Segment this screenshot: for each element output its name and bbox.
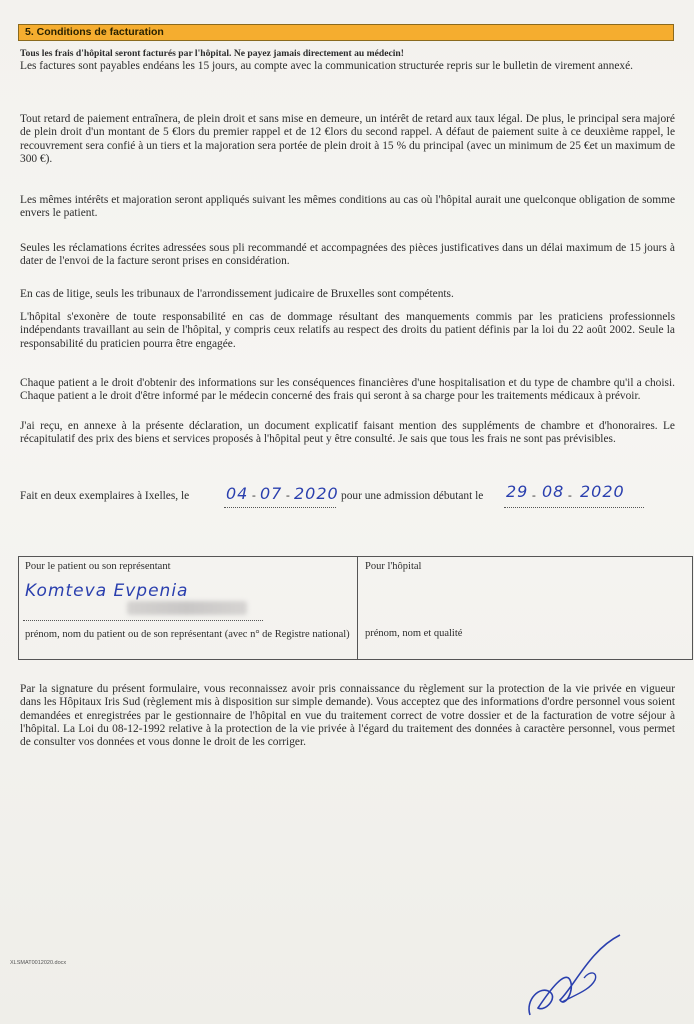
handwritten-admission-year: 2020 [580,482,625,501]
handwritten-date-year: 2020 [294,484,339,503]
paragraph-received-document: J'ai reçu, en annexe à la présente déclaration, un document explicatif faisant mention des suppléments de chambre et d'honoraires. Le récapitulatif des prix des biens et services proposés à l'hôpital peut y être consulté. Je sais que tous les frais ne sont pas prévisibles. [20,420,675,446]
hospital-header: Pour l'hôpital [365,561,422,572]
date-separator: - [568,490,572,502]
date-separator: - [252,490,256,502]
patient-caption: prénom, nom du patient ou de son représentant (avec n° de Registre national) [25,629,350,640]
handwritten-date-month: 07 [260,484,283,503]
section-title: 5. Conditions de facturation [18,24,674,41]
paragraph-late-payment: Tout retard de paiement entraînera, de plein droit et sans mise en demeure, un intérêt de retard aux taux légal. De plus, le principal sera majoré de plein droit d'un montant de 5 €lors du premier rappel et de 12 €lors du second rappel. A défaut de paiement suite à ce deuxième rappel, le recouvrement sera confié à un tiers et la majoration sera portée de plein droit à 15 % du principal (avec un minimum de 25 €et un maximum de 300 €). [20,113,675,165]
handwritten-admission-day: 29 [506,482,529,501]
paragraph-litigation: En cas de litige, seuls les tribunaux de l'arrondissement judicaire de Bruxelles sont compétents. [20,288,454,300]
handwritten-date-day: 04 [226,484,249,503]
paragraph-liability: L'hôpital s'exonère de toute responsabilité en cas de dommage résultant des manquements commis par les praticiens professionnels indépendants travaillant au sein de l'hôpital, y compris ceux relatifs au respect des droits du patient définis par la loi du 22 août 2002. Seule la responsabilité du praticien pourra être engagée. [20,311,675,350]
document-reference: XLSMAT0012020.docx [10,960,67,966]
paragraph-same-interest: Les mêmes intérêts et majoration seront appliqués suivant les mêmes conditions au cas où l'hôpital aurait une quelconque obligation de somme envers le patient. [20,194,675,220]
paragraph-payment-terms: Les factures sont payables endéans les 15 jours, au compte avec la communication structurée repris sur le bulletin de virement annexé. [20,60,633,72]
date-separator: - [286,490,290,502]
paragraph-claims: Seules les réclamations écrites adressées sous pli recommandé et accompagnées des pièces justificatives dans un délai maximum de 15 jours à dater de l'envoi de la facture seront prises en considération. [20,242,675,268]
admission-date-underline [504,506,644,508]
patient-header: Pour le patient ou son représentant [25,561,171,572]
billing-conditions-intro [20,48,675,73]
handwritten-patient-name: Komteva Evpenia [25,581,189,601]
table-divider [357,557,358,659]
hospital-caption: prénom, nom et qualité [365,628,463,639]
patient-name-underline [23,619,263,621]
handwritten-signature [520,930,630,1020]
paragraph-information-rights: Chaque patient a le droit d'obtenir des informations sur les conséquences financières d'une hospitalisation et du type de chambre qu'il a choisi. Chaque patient a le droit d'être informé par le médecin concerné des frais qui seront à sa charge pour les traitements médicaux à prévoir. [20,377,675,403]
date-line [20,482,680,510]
date-line-prefix: Fait en deux exemplaires à Ixelles, le [20,490,190,502]
redacted-surname [127,601,247,615]
date-underline [224,506,336,508]
paragraph-privacy: Par la signature du présent formulaire, vous reconnaissez avoir pris connaissance du règlement sur la protection de la vie privée en vigueur dans les Hôpitaux Iris Sud (règlement mis à disposition sur simple demande). Vous acceptez que des informations d'ordre personnel vous soient demandées et enregistrées par le gestionnaire de l'hôpital en vue du traitement correct de votre dossier et de la facturation de votre séjour à l'hôpital. La Loi du 08-12-1992 relative à la protection de la vie privée à l'égard du traitement des données à caractère personnel, vous permet de consulter vos données et vous donne le droit de les corriger. [20,683,675,749]
date-line-middle: pour une admission débutant le [341,490,484,502]
signature-table [18,556,693,660]
date-separator: - [532,490,536,502]
intro-bold-text: Tous les frais d'hôpital seront facturés par l'hôpital. Ne payez jamais directement au médecin! [20,48,404,59]
handwritten-admission-month: 08 [542,482,565,501]
